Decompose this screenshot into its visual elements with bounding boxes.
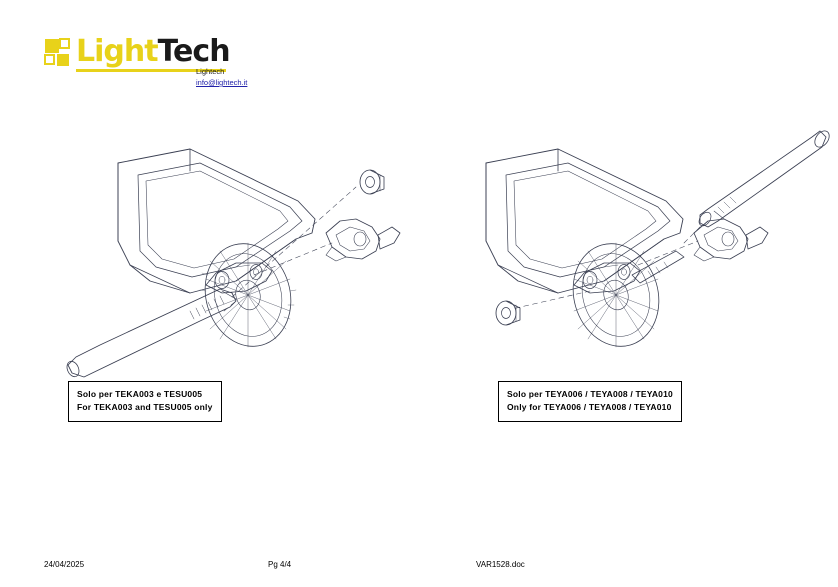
figure-left-drawing [40, 115, 410, 380]
company-email-link[interactable]: info@lightech.it [196, 78, 248, 87]
brand-logo [44, 36, 274, 98]
company-name: Lightech [196, 67, 225, 76]
footer-date: 24/04/2025 [44, 560, 85, 569]
footer-document-name: VAR1528.doc [476, 560, 525, 569]
logo-word-light: Light [76, 34, 158, 69]
logo-word-tech: Tech [157, 34, 230, 69]
logo-wordmark [76, 34, 230, 69]
company-contact [196, 66, 247, 88]
note-right-line-it: Solo per TEYA006 / TEYA008 / TEYA010 [507, 389, 673, 399]
footer-page-number: Pg 4/4 [268, 560, 292, 569]
figure-right-drawing [462, 115, 832, 380]
note-right-line-en: Only for TEYA006 / TEYA008 / TEYA010 [507, 402, 672, 412]
note-left-line-it: Solo per TEKA003 e TESU005 [77, 389, 203, 399]
lightech-logo-mark-icon [44, 38, 78, 72]
note-left-line-en: For TEKA003 and TESU005 only [77, 402, 213, 412]
note-box-right [498, 381, 682, 422]
note-box-left [68, 381, 222, 422]
